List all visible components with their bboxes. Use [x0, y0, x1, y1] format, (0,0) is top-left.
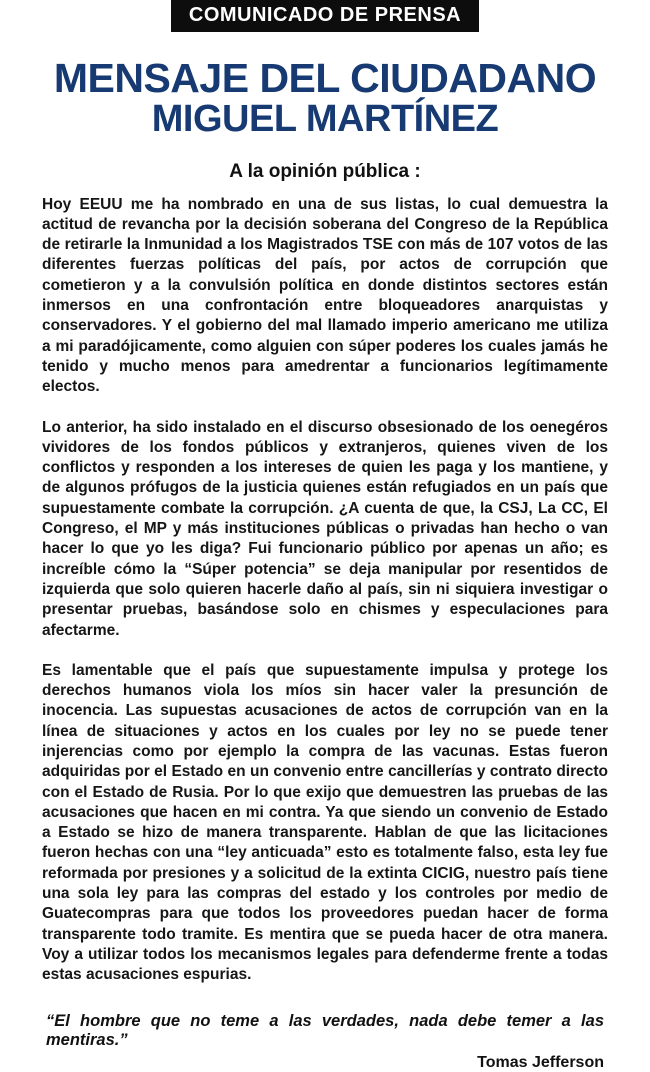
press-release-banner: [171, 0, 479, 32]
paragraph-1: Hoy EEUU me ha nombrado en una de sus listas, lo cual demuestra la actitud de revancha por la decisión soberana del Congreso de la República de retirarle la Inmunidad a los Magistrados TSE con más de 107 votos de las diferentes fuerzas políticas del país, por actos de corrupción que cometieron y a la convulsión política en donde distintos sectores están inmersos en una confrontación entre bloqueadores anarquistas y conservadores. Y el gobierno del mal llamado imperio americano me utiliza a mi paradójicamente, como alguien con súper poderes los cuales jamás he tenido y mucho menos para amedrentar a funcionarios legítimamente electos.: [42, 195, 608, 396]
title-line-1: MENSAJE DEL CIUDADANO: [53, 55, 597, 101]
paragraph-2: Lo anterior, ha sido instalado en el discurso obsesionado de los oenegéros vividores de los fondos públicos y extranjeros, quienes viven de los conflictos y responden a los intereses de quien les paga y los mantiene, y de algunos prófugos de la justicia quienes están refugiados en un país que supuestamente combate la corrupción. ¿A cuenta de que, la CSJ, La CC, El Congreso, el MP y más instituciones públicas o privadas han hecho o van hacer lo que yo les diga? Fui funcionario público por apenas un año; es increíble cómo la “Súper potencia” se deja manipular por resentidos de izquierda que solo quieren hacerle daño al país, sin ni siquiera investigar o presentar pruebas, basándose solo en chismes y especulaciones para afectarme.: [42, 418, 608, 639]
banner-label: COMUNICADO DE PRENSA: [188, 4, 462, 26]
page-title: [0, 55, 650, 140]
salutation-heading: A la opinión pública :: [229, 160, 421, 182]
quote-attribution: Tomas Jefferson: [477, 1053, 604, 1071]
paragraph-3: Es lamentable que el país que supuestamente impulsa y protege los derechos humanos viola los míos sin hacer valer la presunción de inocencia. Las supuestas acusaciones de actos de corrupción van en la línea de situaciones y actos en los cuales por ley no se puede tener injerencias como por ejemplo la compra de las vacunas. Estas fueron adquiridas por el Estado en un convenio entre cancillerías y contrato directo con el Estado de Rusia. Por lo que exijo que demuestren las pruebas de las acusaciones que hacen en mi contra. Ya que siendo un convenio de Estado a Estado se hizo de manera transparente. Hablan de que las licitaciones fueron hechas con una “ley anticuada” esto es totalmente falso, esta ley fue reformada por presiones y a solicitud de la extinta CICIG, nuestro país tiene una sola ley para las compras del estado y los controles por medio de Guatecompras para que todos los proveedores puedan hacer de forma transparente todo tramite. Es mentira que se pueda hacer de otra manera. Voy a utilizar todos los mecanismos legales para defenderme frente a todas estas acusaciones espurias.: [42, 661, 608, 984]
closing-quote: “El hombre que no teme a las verdades, nada debe temer a las mentiras.”: [46, 1011, 604, 1049]
closing-quote-block: [46, 1012, 604, 1072]
title-line-2: MIGUEL MARTÍNEZ: [151, 97, 499, 140]
letter-body: [42, 195, 608, 986]
